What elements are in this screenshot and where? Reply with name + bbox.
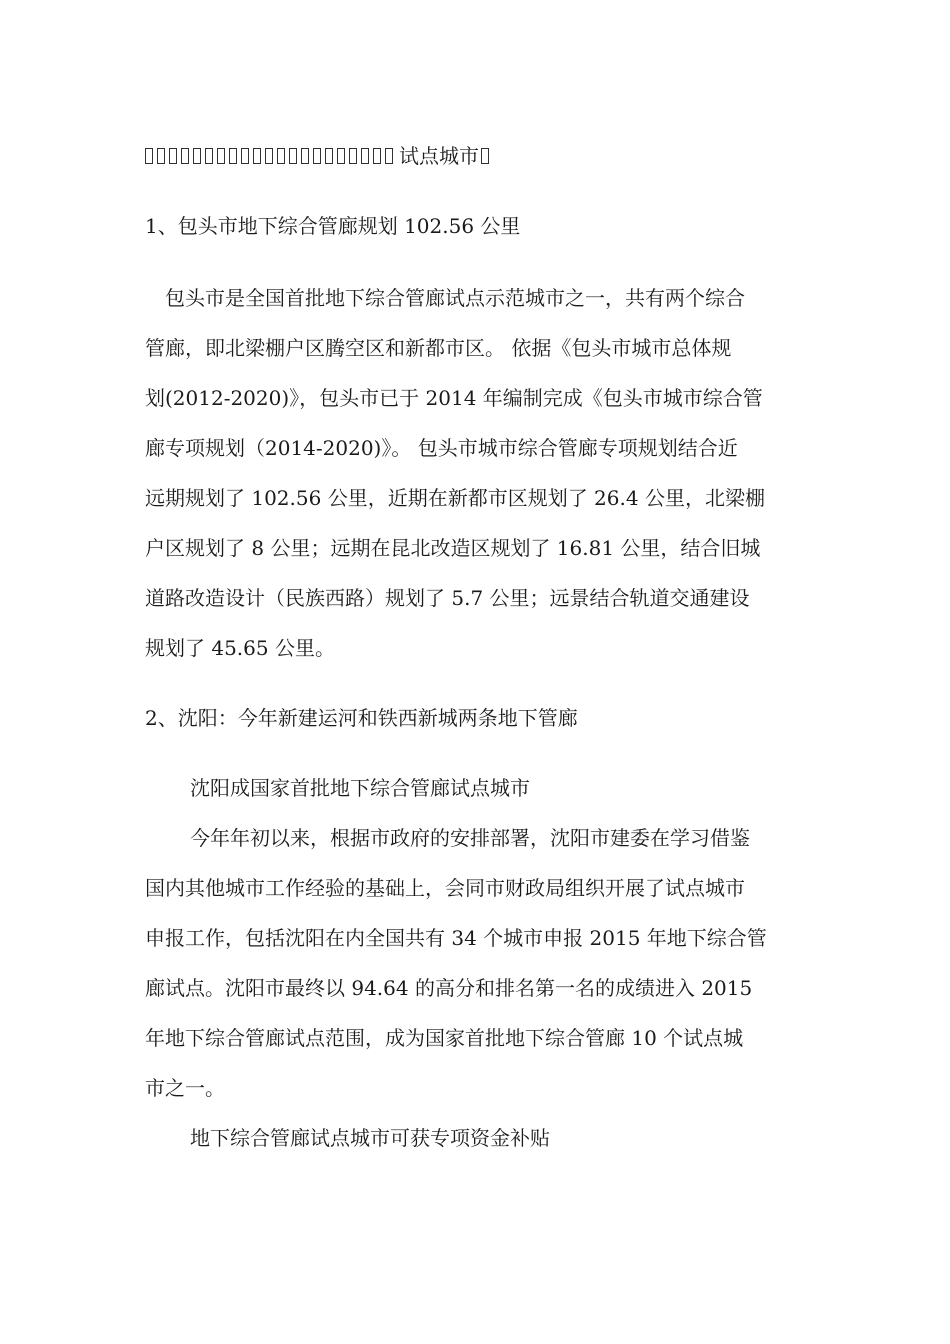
document-title bbox=[145, 144, 491, 168]
missing-glyph-box bbox=[241, 148, 249, 164]
section1-para-line: 道路改造设计（民族西路）规划了 5.7 公里；远景结合轨道交通建设 bbox=[145, 586, 750, 610]
missing-glyph-box bbox=[313, 148, 321, 164]
section2-para-line: 年地下综合管廊试点范围，成为国家首批地下综合管廊 10 个试点城 bbox=[145, 1026, 744, 1050]
missing-glyph-box bbox=[157, 148, 165, 164]
missing-glyph-box bbox=[325, 148, 333, 164]
section2-para-line: 市之一。 bbox=[145, 1076, 225, 1100]
missing-glyph-box bbox=[361, 148, 369, 164]
section1-heading: 1、包头市地下综合管廊规划 102.56 公里 bbox=[145, 214, 521, 238]
section1-para-line: 远期规划了 102.56 公里，近期在新都市区规划了 26.4 公里，北梁棚 bbox=[145, 486, 765, 510]
missing-glyph-box bbox=[169, 148, 177, 164]
missing-glyph-box bbox=[217, 148, 225, 164]
missing-glyph-box bbox=[265, 148, 273, 164]
missing-glyph-box bbox=[337, 148, 345, 164]
missing-glyph-box bbox=[229, 148, 237, 164]
section1-para-line: 规划了 45.65 公里。 bbox=[145, 636, 335, 660]
missing-glyph-boxes bbox=[145, 148, 395, 164]
missing-glyph-box bbox=[301, 148, 309, 164]
missing-glyph-box bbox=[289, 148, 297, 164]
section1-para-line: 管廊，即北梁棚户区腾空区和新都市区。 依据《包头市城市总体规 bbox=[145, 336, 732, 360]
missing-glyph-box bbox=[373, 148, 381, 164]
section2-para-line: 国内其他城市工作经验的基础上，会同市财政局组织开展了试点城市 bbox=[145, 876, 745, 900]
section1-para-line: 户区规划了 8 公里；远期在昆北改造区规划了 16.81 公里，结合旧城 bbox=[145, 536, 761, 560]
section1-para-line: 划(2012-2020)》，包头市已于 2014 年编制完成《包头市城市综合管 bbox=[145, 386, 763, 410]
section1-para-line: 廊专项规划（2014-2020)》。 包头市城市综合管廊专项规划结合近 bbox=[145, 436, 738, 460]
missing-glyph-box bbox=[253, 148, 261, 164]
missing-glyph-box bbox=[277, 148, 285, 164]
section2-subheading-2: 地下综合管廊试点城市可获专项资金补贴 bbox=[190, 1126, 550, 1150]
section2-para-line: 廊试点。沈阳市最终以 94.64 的高分和排名第一名的成绩进入 2015 bbox=[145, 976, 753, 1000]
missing-glyph-box bbox=[145, 148, 153, 164]
title-suffix: 试点城市 bbox=[399, 144, 479, 168]
section2-para-line: 申报工作，包括沈阳在内全国共有 34 个城市申报 2015 年地下综合管 bbox=[145, 926, 767, 950]
section1-para-line: 包头市是全国首批地下综合管廊试点示范城市之一，共有两个综合 bbox=[165, 286, 745, 310]
section2-subheading: 沈阳成国家首批地下综合管廊试点城市 bbox=[190, 776, 530, 800]
missing-glyph-box bbox=[349, 148, 357, 164]
missing-glyph-box bbox=[193, 148, 201, 164]
missing-glyph-box bbox=[181, 148, 189, 164]
missing-glyph-box bbox=[205, 148, 213, 164]
section2-heading: 2、沈阳：今年新建运河和铁西新城两条地下管廊 bbox=[145, 706, 578, 730]
missing-glyph-box bbox=[385, 148, 393, 164]
trailing-missing-glyph-box bbox=[481, 148, 489, 164]
section2-para-line: 今年年初以来，根据市政府的安排部署，沈阳市建委在学习借鉴 bbox=[190, 826, 750, 850]
